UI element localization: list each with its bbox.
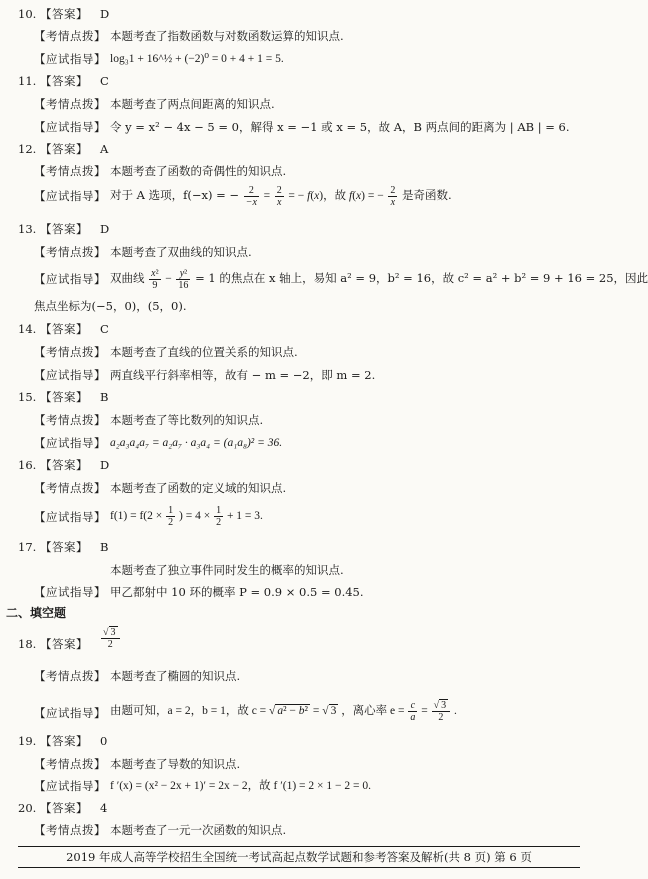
kaoqing-label: 【考情点拨】 [34, 345, 106, 359]
question-number: 18. [18, 637, 37, 651]
fraction: $\frac{2}{-x}$ [245, 184, 257, 208]
answer-label: 【答案】 [40, 222, 88, 236]
fraction: $\frac{\text{y²}}{16}$ [178, 267, 189, 291]
yingshi-text: = 1 的焦点在 x 轴上，易知 a² = 9，b² = 16，故 c² = a² + b² = 9 + 16 = 25，因此 [195, 271, 648, 285]
yingshi-label: 【应试指导】 [34, 585, 106, 599]
kaoqing-label: 【考情点拨】 [34, 245, 106, 259]
answer-value: B [100, 540, 109, 554]
yingshi-text: f(1) = f(2 × [110, 510, 163, 522]
answer-value: D [100, 7, 110, 21]
yingshi-formula: 由题可知，a = 2，b = 1，故 c = √ a² − b² = √ 3 ，离心率 e = $\frac{c}{a}$ = $\frac{√ 3}{2}$ . [110, 699, 457, 723]
yingshi-formula: 对于 A 选项，f(−x) = − $\frac{2}{-x}$ = $\frac{2}{x}$ = − f(x)，故 f(x) = − $\frac{2}{x}$ 是奇函数. [110, 184, 452, 208]
question-number: 16. [18, 458, 37, 472]
fraction: $\frac{2}{x}$ [390, 184, 396, 208]
yingshi-text: 两直线平行斜率相等，故有 − m = −2，即 m = 2. [110, 368, 376, 382]
yingshi-text: 焦点坐标为(−5，0)，(5，0). [34, 299, 187, 313]
yingshi-text: ，离心率 e = [341, 705, 405, 717]
yingshi-label: 【应试指导】 [34, 272, 106, 286]
fraction: $\frac{1}{2}$ [216, 504, 222, 528]
kaoqing-text: 本题考查了一元一次函数的知识点. [110, 823, 287, 837]
kaoqing-text: 本题考查了双曲线的知识点. [110, 245, 252, 259]
kaoqing-text: 本题考查了导数的知识点. [110, 757, 241, 771]
question-number: 14. [18, 322, 37, 336]
kaoqing-text: 本题考查了函数的定义域的知识点. [110, 481, 287, 495]
yingshi-text: 甲乙都射中 10 环的概率 P = 0.9 × 0.5 = 0.45. [110, 585, 364, 599]
yingshi-text: ) = 4 × [179, 510, 211, 522]
answer-value: 4 [100, 801, 108, 815]
yingshi-label: 【应试指导】 [34, 706, 106, 720]
answer-label: 【答案】 [40, 74, 88, 88]
fraction: $\frac{2}{x}$ [276, 184, 282, 208]
yingshi-text: . [454, 705, 457, 717]
answer-value: C [100, 322, 109, 336]
answer-label: 【答案】 [40, 142, 88, 156]
question-number: 13. [18, 222, 37, 236]
yingshi-text: f ′(x) = (x² − 2x + 1)′ = 2x − 2，故 f ′(1) = 2 × 1 − 2 = 0. [110, 780, 372, 792]
kaoqing-label: 【考情点拨】 [34, 823, 106, 837]
yingshi-label: 【应试指导】 [34, 52, 106, 66]
kaoqing-label: 【考情点拨】 [34, 97, 106, 111]
yingshi-text: log₃1 + 16^½ + (−2)⁰ = 0 + 4 + 1 = 5. [110, 53, 284, 65]
yingshi-label: 【应试指导】 [34, 189, 106, 203]
answer-label: 【答案】 [40, 801, 88, 815]
answer-label: 【答案】 [40, 458, 88, 472]
section-heading: 二、填空题 [6, 606, 67, 620]
kaoqing-label: 【考情点拨】 [34, 757, 106, 771]
question-number: 17. [18, 540, 37, 554]
yingshi-label: 【应试指导】 [34, 120, 106, 134]
fraction: $\frac{1}{2}$ [168, 504, 174, 528]
yingshi-formula: 双曲线 $\frac{\text{x²}}{9}$ − $\frac{\text{y²}}{16}$ = 1 的焦点在 x 轴上，易知 a² = 9，b² = 16，故 c² = a² + b² = 9 + 16 = 25，因此 [110, 267, 648, 291]
yingshi-text: 双曲线 [110, 271, 145, 285]
question-number: 10. [18, 7, 37, 21]
fraction: $\frac{√ 3}{2}$ [101, 627, 120, 650]
fraction: $\frac{√ 3}{2}$ [432, 700, 451, 723]
yingshi-text: 由题可知，a = 2，b = 1，故 c = [110, 705, 267, 717]
yingshi-label: 【应试指导】 [34, 436, 106, 450]
kaoqing-text: 本题考查了两点间距离的知识点. [110, 97, 275, 111]
answer-label: 【答案】 [40, 7, 88, 21]
answer-label: 【答案】 [40, 322, 88, 336]
answer-label: 【答案】 [40, 390, 88, 404]
answer-label: 【答案】 [40, 734, 88, 748]
kaoqing-label: 【考情点拨】 [34, 29, 106, 43]
yingshi-formula [110, 502, 263, 530]
kaoqing-text: 本题考查了函数的奇偶性的知识点. [110, 164, 287, 178]
question-number: 19. [18, 734, 37, 748]
page-footer: 2019 年成人高等学校招生全国统一考试高起点数学试题和参考答案及解析(共 8 页) 第 6 页 [18, 846, 580, 868]
yingshi-text: a₂a₃a₄a₇ = a₂a₇ · a₃a₄ = (a₁a₈)² = 36. [110, 437, 283, 449]
question-number: 12. [18, 142, 37, 156]
kaoqing-text: 本题考查了指数函数与对数函数运算的知识点. [110, 29, 344, 43]
kaoqing-text: 本题考查了独立事件同时发生的概率的知识点. [110, 563, 344, 577]
question-number: 20. [18, 801, 37, 815]
kaoqing-text: 本题考查了直线的位置关系的知识点. [110, 345, 298, 359]
answer-value: A [100, 142, 109, 156]
fraction: $\frac{c}{a}$ [410, 699, 416, 723]
kaoqing-label: 【考情点拨】 [34, 413, 106, 427]
kaoqing-label: 【考情点拨】 [34, 481, 106, 495]
answer-label: 【答案】 [40, 637, 88, 651]
yingshi-text: 令 y = x² − 4x − 5 = 0，解得 x = −1 或 x = 5，故 A，B 两点间的距离为 | AB | = 6. [110, 120, 570, 134]
question-number: 11. [18, 74, 37, 88]
answer-value: C [100, 74, 109, 88]
answer-value [100, 624, 121, 652]
yingshi-label: 【应试指导】 [34, 368, 106, 382]
yingshi-label: 【应试指导】 [34, 510, 106, 524]
kaoqing-label: 【考情点拨】 [34, 164, 106, 178]
yingshi-text: + 1 = 3. [226, 510, 263, 522]
kaoqing-text: 本题考查了等比数列的知识点. [110, 413, 264, 427]
kaoqing-label: 【考情点拨】 [34, 669, 106, 683]
yingshi-text: 是奇函数. [402, 188, 452, 202]
yingshi-label: 【应试指导】 [34, 779, 106, 793]
answer-label: 【答案】 [40, 540, 88, 554]
answer-value: B [100, 390, 109, 404]
fraction: $\frac{\text{x²}}{9}$ [151, 267, 159, 291]
kaoqing-text: 本题考查了椭圆的知识点. [110, 669, 241, 683]
yingshi-text: 对于 A 选项，f(−x) = − [110, 188, 240, 202]
answer-value: 0 [100, 734, 108, 748]
question-number: 15. [18, 390, 37, 404]
answer-value: D [100, 222, 110, 236]
answer-value: D [100, 458, 110, 472]
